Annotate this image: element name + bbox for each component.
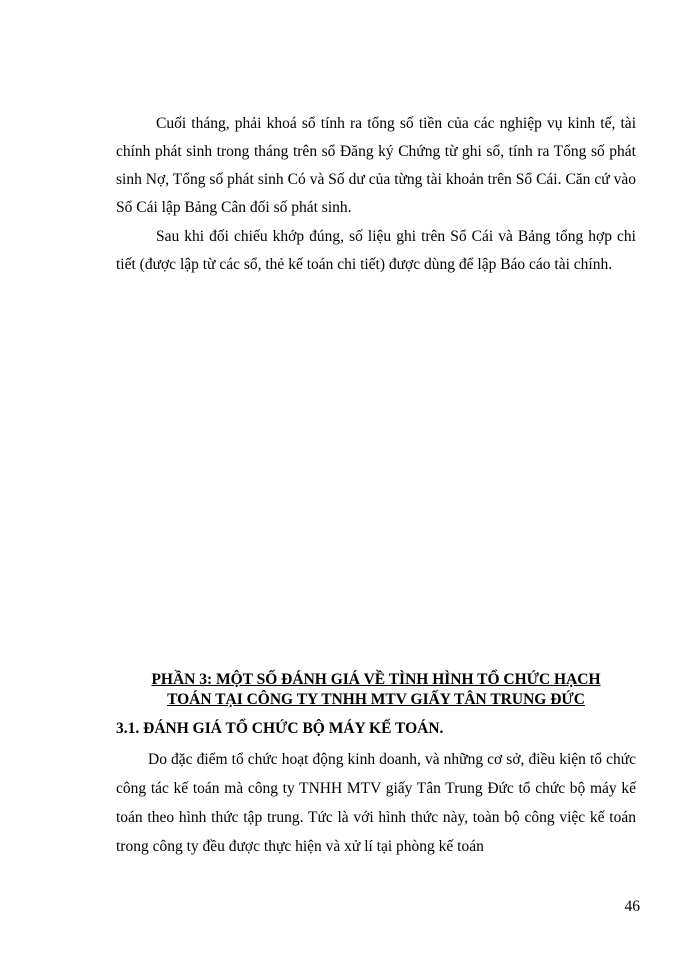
- page-number: 46: [624, 898, 640, 915]
- paragraph-month-end-closing: Cuối tháng, phải khoá sổ tính ra tổng số tiền của các nghiệp vụ kinh tế, tài chính phát sinh trong tháng trên sổ Đăng ký Chứng từ ghi sổ, tính ra Tổng số phát sinh Nợ, Tổng số phát sinh Có và Số dư của từng tài khoản trên Sổ Cái. Căn cứ vào Sổ Cái lập Bảng Cân đối số phát sinh.: [116, 115, 636, 216]
- part-title-line-2: TOÁN TẠI CÔNG TY TNHH MTV GIẤY TÂN TRUNG ĐỨC: [167, 691, 585, 708]
- part-title-line-1: PHẦN 3: MỘT SỐ ĐÁNH GIÁ VỀ TÌNH HÌNH TỔ CHỨC HẠCH: [151, 671, 601, 688]
- paragraph-accounting-organization: Do đặc điểm tổ chức hoạt động kinh doanh, và những cơ sở, điều kiện tổ chức công tác kế toán mà công ty TNHH MTV giấy Tân Trung Đức tổ chức bộ máy kế toán theo hình thức tập trung. Tức là với hình thức này, toàn bộ công việc kế toán trong công ty đều được thực hiện và xử lí tại phòng kế toán: [116, 751, 636, 855]
- paragraph-reconciliation: Sau khi đối chiếu khớp đúng, số liệu ghi trên Sổ Cái và Bảng tổng hợp chi tiết (được lập từ các sổ, thẻ kế toán chi tiết) được dùng để lập Báo cáo tài chính.: [116, 228, 636, 273]
- section-title: 3.1. ĐÁNH GIÁ TỔ CHỨC BỘ MÁY KẾ TOÁN.: [116, 720, 444, 737]
- part-title: [116, 670, 636, 710]
